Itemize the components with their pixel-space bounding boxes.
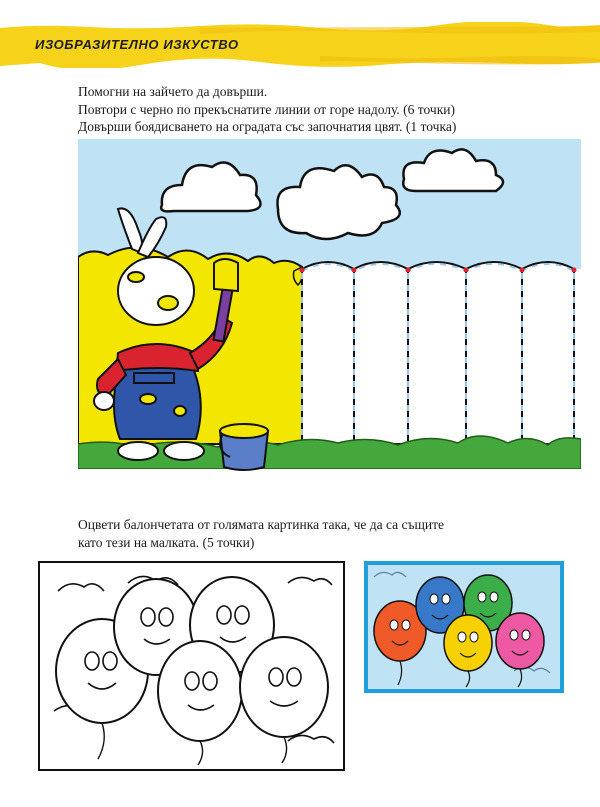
task1-line-2: Повтори с черно по прекъснатите линии от горе надолу. (6 точки) xyxy=(78,101,455,117)
task2-instructions xyxy=(78,516,444,551)
task2-line-2: като тези на малката. (5 точки) xyxy=(78,534,255,550)
task1-line-3: Довърши боядисването на оградата със започнатия цвят. (1 точка) xyxy=(78,119,457,134)
header-title: ИЗОБРАЗИТЕЛНО ИЗКУСТВО xyxy=(35,37,239,52)
task1-line-1: Помогни на зайчето да довърши. xyxy=(78,84,268,99)
task2-line-1: Оцвети балончетата от голямата картинка така, че да са същите xyxy=(78,517,445,532)
balloons-color-image xyxy=(364,561,564,693)
rabbit-painting-scene xyxy=(78,139,581,484)
balloons-outline-image xyxy=(38,561,345,771)
task1-instructions xyxy=(78,83,456,136)
paint-bucket xyxy=(220,424,268,470)
